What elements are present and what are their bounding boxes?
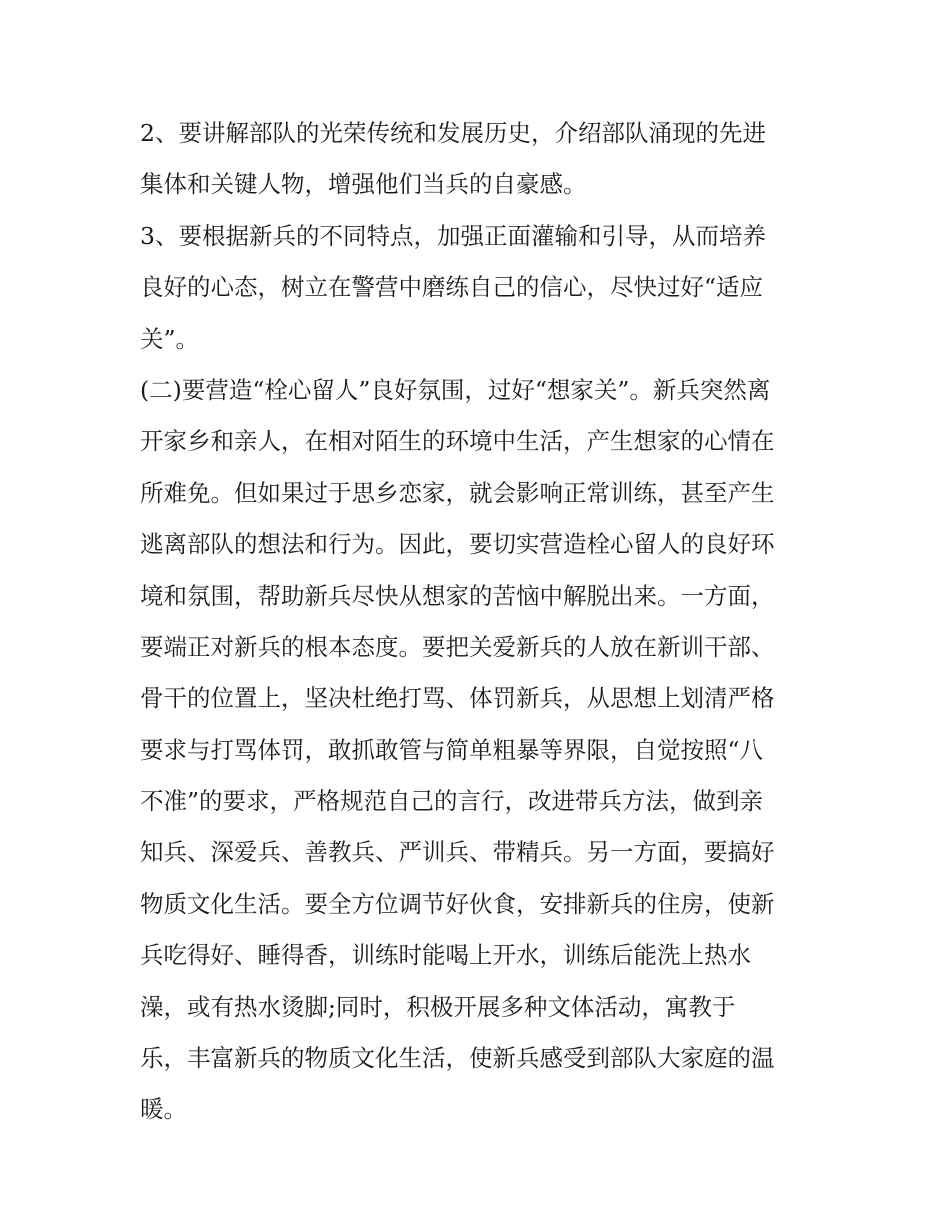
text-line-3: 3、要根据新兵的不同特点，加强正面灌输和引导，从而培养 [140, 221, 766, 250]
text-line-2: 集体和关键人物，增强他们当兵的自豪感。 [140, 170, 587, 199]
text-line-17: 兵吃得好、睡得香，训练时能喝上开水，训练后能洗上热水 [140, 941, 751, 970]
text-line-19: 乐，丰富新兵的物质文化生活，使新兵感受到部队大家庭的温 [140, 1044, 775, 1073]
text-line-9: 逃离部队的想法和行为。因此，要切实营造栓心留人的良好环 [140, 530, 775, 559]
text-line-15: 知兵、深爱兵、善教兵、严训兵、带精兵。另一方面，要搞好 [140, 838, 775, 867]
text-line-4: 良好的心态，树立在警营中磨练自己的信心，尽快过好“适应 [140, 273, 764, 302]
text-line-13: 要求与打骂体罚，敢抓敢管与简单粗暴等界限，自觉按照“八 [140, 735, 764, 764]
text-line-16: 物质文化生活。要全方位调节好伙食，安排新兵的住房，使新 [140, 889, 775, 918]
text-line-14: 不准”的要求，严格规范自己的言行，改进带兵方法，做到亲 [140, 787, 764, 816]
text-line-11: 要端正对新兵的根本态度。要把关爱新兵的人放在新训干部、 [140, 632, 775, 661]
text-line-6: (二)要营造“栓心留人”良好氛围，过好“想家关”。新兵突然离 [140, 375, 771, 404]
text-line-18: 澡，或有热水烫脚;同时，积极开展多种文体活动，寓教于 [140, 992, 736, 1021]
text-line-7: 开家乡和亲人，在相对陌生的环境中生活，产生想家的心情在 [140, 427, 775, 456]
text-line-5: 关”。 [140, 324, 200, 353]
text-line-8: 所难免。但如果过于思乡恋家，就会影响正常训练，甚至产生 [140, 478, 775, 507]
text-line-1: 2、要讲解部队的光荣传统和发展历史，介绍部队涌现的先进 [140, 119, 766, 147]
document-body [140, 108, 820, 1136]
text-line-20: 暖。 [140, 1095, 187, 1124]
text-line-12: 骨干的位置上，坚决杜绝打骂、体罚新兵，从思想上划清严格 [140, 684, 775, 713]
text-line-10: 境和氛围，帮助新兵尽快从想家的苦恼中解脱出来。一方面， [140, 581, 775, 610]
